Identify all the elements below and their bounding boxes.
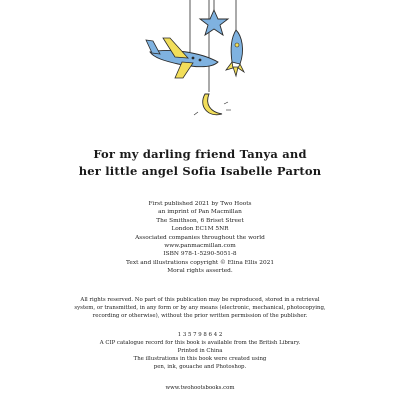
rights-line: system, or transmitted, in any form or by any means (electronic, mechanical, photocopying, [74,305,326,311]
publication-line: London EC1M 5NR [171,226,229,233]
publication-details [0,200,400,276]
publication-line: ISBN 978-1-5290-5051-8 [163,251,237,258]
cip-details [0,331,400,371]
dedication [0,146,400,180]
cip-line: Printed in China [177,348,223,354]
publication-line: Text and illustrations copyright © Elina Ellis 2021 [125,259,275,266]
airplane-icon [146,38,218,78]
cip-line: 1 3 5 7 9 8 6 4 2 [177,332,223,338]
cip-line: The illustrations in this book were created using [133,356,267,362]
dedication-line-1: For my darling friend Tanya and [93,147,307,161]
publication-line: Moral rights asserted. [167,268,233,275]
publication-line: First published 2021 by Two Hoots [148,201,252,207]
rocket-icon [226,30,244,76]
dedication-line-2: her little angel Sofia Isabelle Parton [78,164,322,178]
rights-line: recording or otherwise), without the prior written permission of the publisher. [92,313,308,319]
publication-line: Associated companies throughout the world [135,234,265,241]
publication-line: The Smithson, 6 Briset Street [156,217,244,224]
rights-notice [0,296,400,320]
cip-line: pen, ink, gouache and Photoshop. [153,364,247,370]
website-text[interactable]: www.twohootsbooks.com [165,385,235,391]
cip-line: A CIP catalogue record for this book is available from the British Library. [99,340,301,346]
moon-icon [194,94,231,115]
publication-line: www.panmacmillan.com [164,243,236,250]
hanging-mobile-illustration [0,0,400,135]
website-link[interactable] [0,384,400,392]
star-icon [200,10,228,35]
rights-line: All rights reserved. No part of this publication may be reproduced, stored in a retrieval [80,297,320,303]
publication-line: an imprint of Pan Macmillan [158,209,242,216]
